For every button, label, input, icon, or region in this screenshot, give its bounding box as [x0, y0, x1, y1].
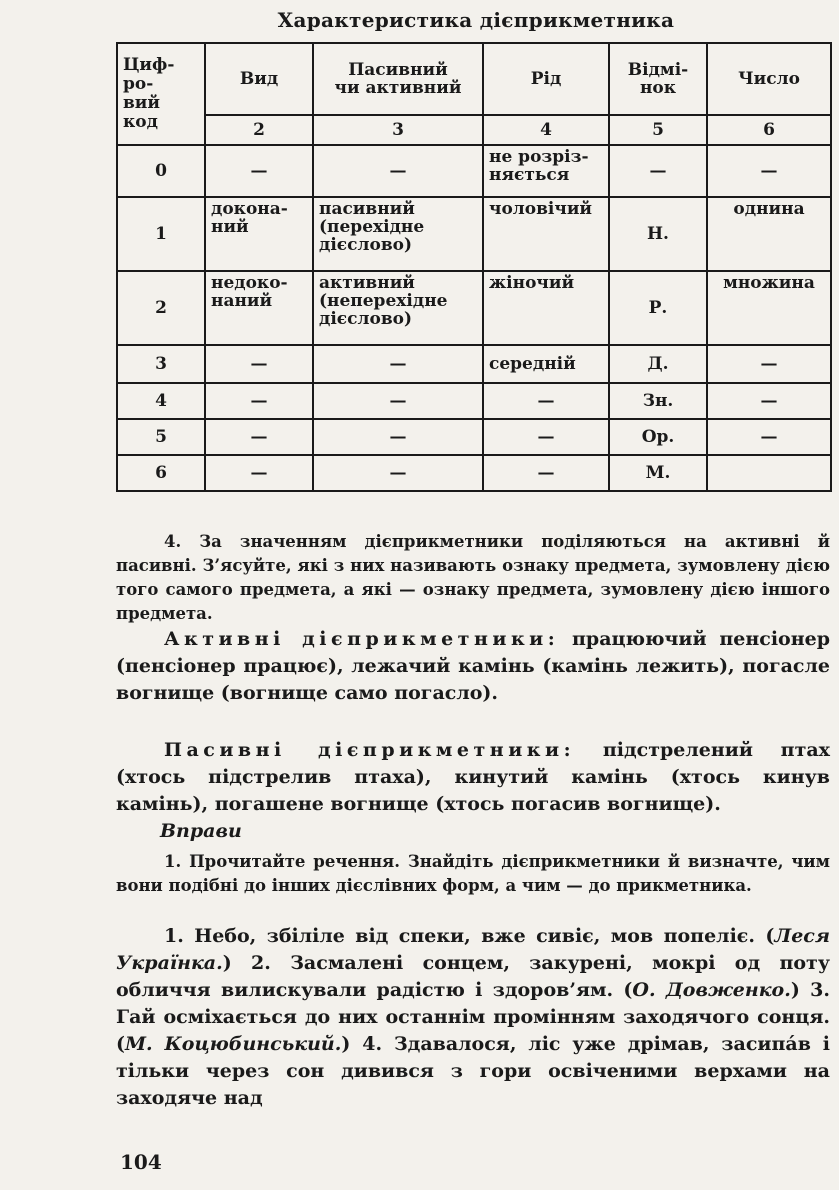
header-voice: Пасивний чи активний: [313, 43, 483, 115]
table-cell: Зн.: [609, 383, 707, 419]
table-cell: докона- ний: [205, 197, 313, 271]
table-cell: —: [205, 383, 313, 419]
header-gender: Рід: [483, 43, 609, 115]
table-cell: М.: [609, 455, 707, 491]
table-cell: —: [483, 455, 609, 491]
table-cell: недоко- наний: [205, 271, 313, 345]
exercises-heading: Вправи: [160, 820, 242, 842]
author-2: О. Довженко.: [632, 979, 791, 1001]
table-cell: Ор.: [609, 419, 707, 455]
exercise-1-text: [116, 923, 830, 1112]
table-cell: 2: [117, 271, 205, 345]
table-cell: 6: [117, 455, 205, 491]
sentence-1: 1. Небо, збіліле від спеки, вже сивіє, мов попеліє. (: [164, 925, 775, 947]
table-row: [117, 419, 831, 455]
table-cell: 4: [117, 383, 205, 419]
table-cell: пасивний (перехідне дієслово): [313, 197, 483, 271]
header-code: Циф- ро- вий код: [117, 43, 205, 145]
table-cell: —: [205, 455, 313, 491]
table-cell: 1: [117, 197, 205, 271]
header-num: 3: [313, 115, 483, 145]
table-cell: 5: [117, 419, 205, 455]
active-examples: працюючий пенсіонер (пенсіонер працює), лежачий камінь (камінь лежить), погасле вогнище (вогнище само погасло).: [116, 628, 830, 704]
sentence-3: ) 3. Гай осміхається до них останнім промінням заходячого сонця. (: [116, 979, 830, 1055]
table-cell: Р.: [609, 271, 707, 345]
table-cell: середній: [483, 345, 609, 383]
table-cell: жіночий: [483, 271, 609, 345]
table-cell: 0: [117, 145, 205, 197]
paragraph-4: 4. За значенням дієприкметники поділяються на активні й пасивні. З’ясуйте, які з них називають ознаку предмета, зумовлену дією того самого предмета, а які — ознаку предмета, зумовлену дією іншого предмета.: [116, 532, 830, 623]
passive-term: Пасивні дієприкметники:: [164, 739, 576, 761]
table-row: [117, 345, 831, 383]
header-case: Відмі- нок: [609, 43, 707, 115]
exercise-1-task: 1. Прочитайте речення. Знайдіть дієприкметники й визначте, чим вони подібні до інших дієслівних форм, а чим — до прикметника.: [116, 852, 830, 895]
header-num: 6: [707, 115, 831, 145]
header-aspect: Вид: [205, 43, 313, 115]
table-cell: чоловічий: [483, 197, 609, 271]
table-row: [117, 271, 831, 345]
table-cell: [707, 455, 831, 491]
header-num: 2: [205, 115, 313, 145]
table-cell: однина: [707, 197, 831, 271]
active-participles-paragraph: [116, 626, 830, 707]
sentence-4: ) 4. Здавалося, ліс уже дрімав, засипáв і тільки через сон дивився з гори освіченими верхами на заходяче над: [116, 1033, 830, 1109]
table-cell: —: [205, 345, 313, 383]
table-cell: —: [483, 383, 609, 419]
table-cell: Д.: [609, 345, 707, 383]
table-cell: —: [313, 345, 483, 383]
table-cell: —: [313, 383, 483, 419]
passive-examples: підстрелений птах (хтось підстрелив птаха), кинутий камінь (хтось кинув камінь), погашене вогнище (хтось погасив вогнище).: [116, 739, 830, 815]
table-cell: 3: [117, 345, 205, 383]
table-cell: —: [707, 383, 831, 419]
table-cell: —: [609, 145, 707, 197]
author-1: Леся Українка.: [116, 925, 830, 974]
table-row: [117, 383, 831, 419]
table-header-numbers-row: [117, 115, 831, 145]
participle-characteristics-table: [116, 42, 832, 492]
active-term: Активні дієприкметники:: [164, 628, 560, 650]
passive-participles-paragraph: [116, 737, 830, 818]
header-number: Число: [707, 43, 831, 115]
sentence-2: ) 2. Засмалені сонцем, закурені, мокрі од поту обличчя вилискували радістю і здоров’ям. (: [116, 952, 830, 1001]
table-cell: Н.: [609, 197, 707, 271]
table-row: [117, 455, 831, 491]
table-cell: —: [707, 345, 831, 383]
header-num: 4: [483, 115, 609, 145]
table-cell: —: [313, 455, 483, 491]
header-num: 5: [609, 115, 707, 145]
table-header-row: [117, 43, 831, 115]
table-cell: —: [205, 145, 313, 197]
author-3: М. Коцюбинський.: [125, 1033, 342, 1055]
table-title: Характеристика дієприкметника: [277, 8, 675, 32]
table-cell: множина: [707, 271, 831, 345]
page-number: 104: [120, 1150, 162, 1174]
table-row: [117, 197, 831, 271]
table-row: [117, 145, 831, 197]
table-cell: —: [483, 419, 609, 455]
table-cell: активний (неперехідне дієслово): [313, 271, 483, 345]
table-cell: —: [707, 419, 831, 455]
table-cell: —: [707, 145, 831, 197]
table-cell: —: [205, 419, 313, 455]
table-cell: —: [313, 419, 483, 455]
table-cell: не розріз- няється: [483, 145, 609, 197]
table-cell: —: [313, 145, 483, 197]
